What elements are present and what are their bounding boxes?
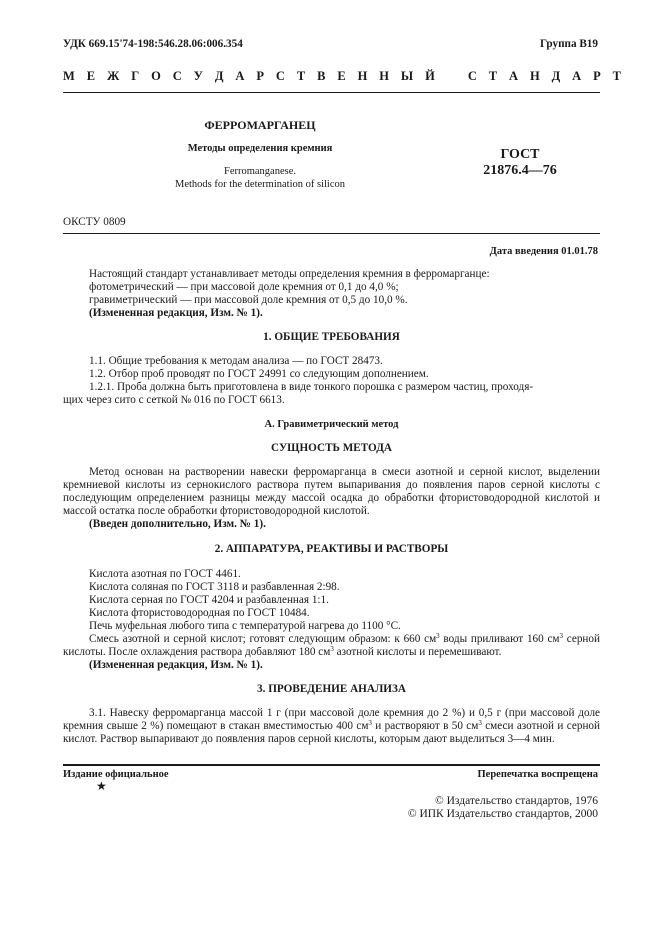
section-2-heading: 2. АППАРАТУРА, РЕАКТИВЫ И РАСТВОРЫ — [214, 543, 449, 555]
footer-rule — [63, 764, 600, 766]
clause-1-1: 1.1. Общие требования к методам анализа — по ГОСТ 28473. — [89, 355, 383, 367]
acid-mixture-block — [63, 633, 600, 659]
group-code: Группа В19 — [539, 38, 598, 50]
okstu-rule — [63, 233, 600, 234]
clause-1-2-1-line1: 1.2.1. Проба должна быть приготовлена в виде тонкого порошка с размером частиц, проходя- — [89, 381, 534, 393]
okstu-code: ОКСТУ 0809 — [63, 216, 126, 228]
reagent-item: Кислота азотная по ГОСТ 4461. — [89, 568, 241, 580]
copyright-2000: © ИПК Издательство стандартов, 2000 — [407, 808, 598, 820]
official-edition: Издание официальное — [63, 769, 169, 780]
udk-code: УДК 669.15'74-198:546.28.06:006.354 — [63, 38, 243, 50]
intro-line-2: фотометрический — при массовой доле кремния от 0,1 до 4,0 %; — [89, 281, 399, 293]
essence-amendment: (Введен дополнительно, Изм. № 1). — [89, 518, 266, 530]
header-rule — [63, 92, 600, 93]
intro-amendment: (Измененная редакция, Изм. № 1). — [89, 307, 263, 319]
method-a-heading: А. Гравиметрический метод — [264, 419, 399, 430]
essence-text: Метод основан на растворении навески ферромарганца в смеси азотной и серной кислот, выделении кремниевой кислоты из сернокислого раствора путем выпаривания до появления паров серной кислоты с последующим определением разницы между массой осадка до обработки фтористоводородной кислотой и массой остатка после обработки фтористоводородной кислотой. — [63, 466, 600, 517]
reagent-item: Кислота фтористоводородная по ГОСТ 10484. — [89, 607, 310, 619]
intro-line-3: гравиметрический — при массовой доле кремния от 0,5 до 10,0 %. — [89, 294, 408, 306]
essence-heading: СУЩНОСТЬ МЕТОДА — [271, 442, 392, 454]
gost-label: ГОСТ — [500, 147, 540, 162]
gost-number: 21876.4—76 — [483, 163, 557, 178]
clause-1-2: 1.2. Отбор проб проводят по ГОСТ 24991 со следующим дополнением. — [89, 368, 429, 380]
copyright-1976: © Издательство стандартов, 1976 — [434, 795, 598, 807]
reprint-prohibited: Перепечатка воспрещена — [477, 769, 598, 780]
section-2-amendment: (Измененная редакция, Изм. № 1). — [89, 659, 263, 671]
acid-mixture-text: Смесь азотной и серной кислот; готовят следующим образом: к 660 $см^3$ воды приливают 160 $см^3$ серной кислоты. После охлаждения раствора добавляют 180 $см^3$ азотной кислоты и перемешивают. — [63, 632, 600, 658]
document-title: ФЕРРОМАРГАНЕЦ — [204, 118, 316, 132]
section-1-heading: 1. ОБЩИЕ ТРЕБОВАНИЯ — [263, 331, 400, 343]
reagent-item: Кислота соляная по ГОСТ 3118 и разбавленная 2:98. — [89, 581, 340, 593]
english-title-line1: Ferromanganese. — [223, 166, 296, 177]
intro-date-value: 01.01.78 — [561, 246, 598, 257]
intro-date — [490, 245, 598, 258]
star-mark-icon: ★ — [96, 779, 107, 793]
clause-3-1-block — [63, 707, 600, 746]
reagent-item: Кислота серная по ГОСТ 4204 и разбавленная 1:1. — [89, 594, 329, 606]
clause-1-2-1-line2: щих через сито с сеткой № 016 по ГОСТ 6613. — [63, 394, 285, 406]
document-subtitle: Методы определения кремния — [187, 143, 333, 154]
intro-date-label: Дата введения — [489, 246, 559, 257]
section-3-heading: 3. ПРОВЕДЕНИЕ АНАЛИЗА — [257, 683, 406, 695]
english-title-line2: Methods for the determination of silicon — [174, 179, 345, 190]
essence-text-block — [63, 466, 600, 518]
interstate-standard-banner: М Е Ж Г О С У Д А Р С Т В Е Н Н Ы Й С Т А Н Д А Р Т — [63, 69, 623, 83]
intro-line-1: Настоящий стандарт устанавливает методы определения кремния в ферромарганце: — [89, 268, 490, 280]
reagents-list — [89, 568, 401, 633]
clause-3-1-text: 3.1. Навеску ферромарганца массой 1 г (при массовой доле кремния до 2 %) и 0,5 г (при массовой доле кремния свыше 2 %) помещают в стакан вместимостью 400 $см^3$ и растворяют в 50 $см^3$ смеси азотной и серной кислот. Раствор выпаривают до появления паров серной кислоты, которым дают выделиться 3—4 мин. — [63, 707, 601, 745]
reagent-item: Печь муфельная любого типа с температурой нагрева до 1100 °С. — [89, 620, 401, 632]
